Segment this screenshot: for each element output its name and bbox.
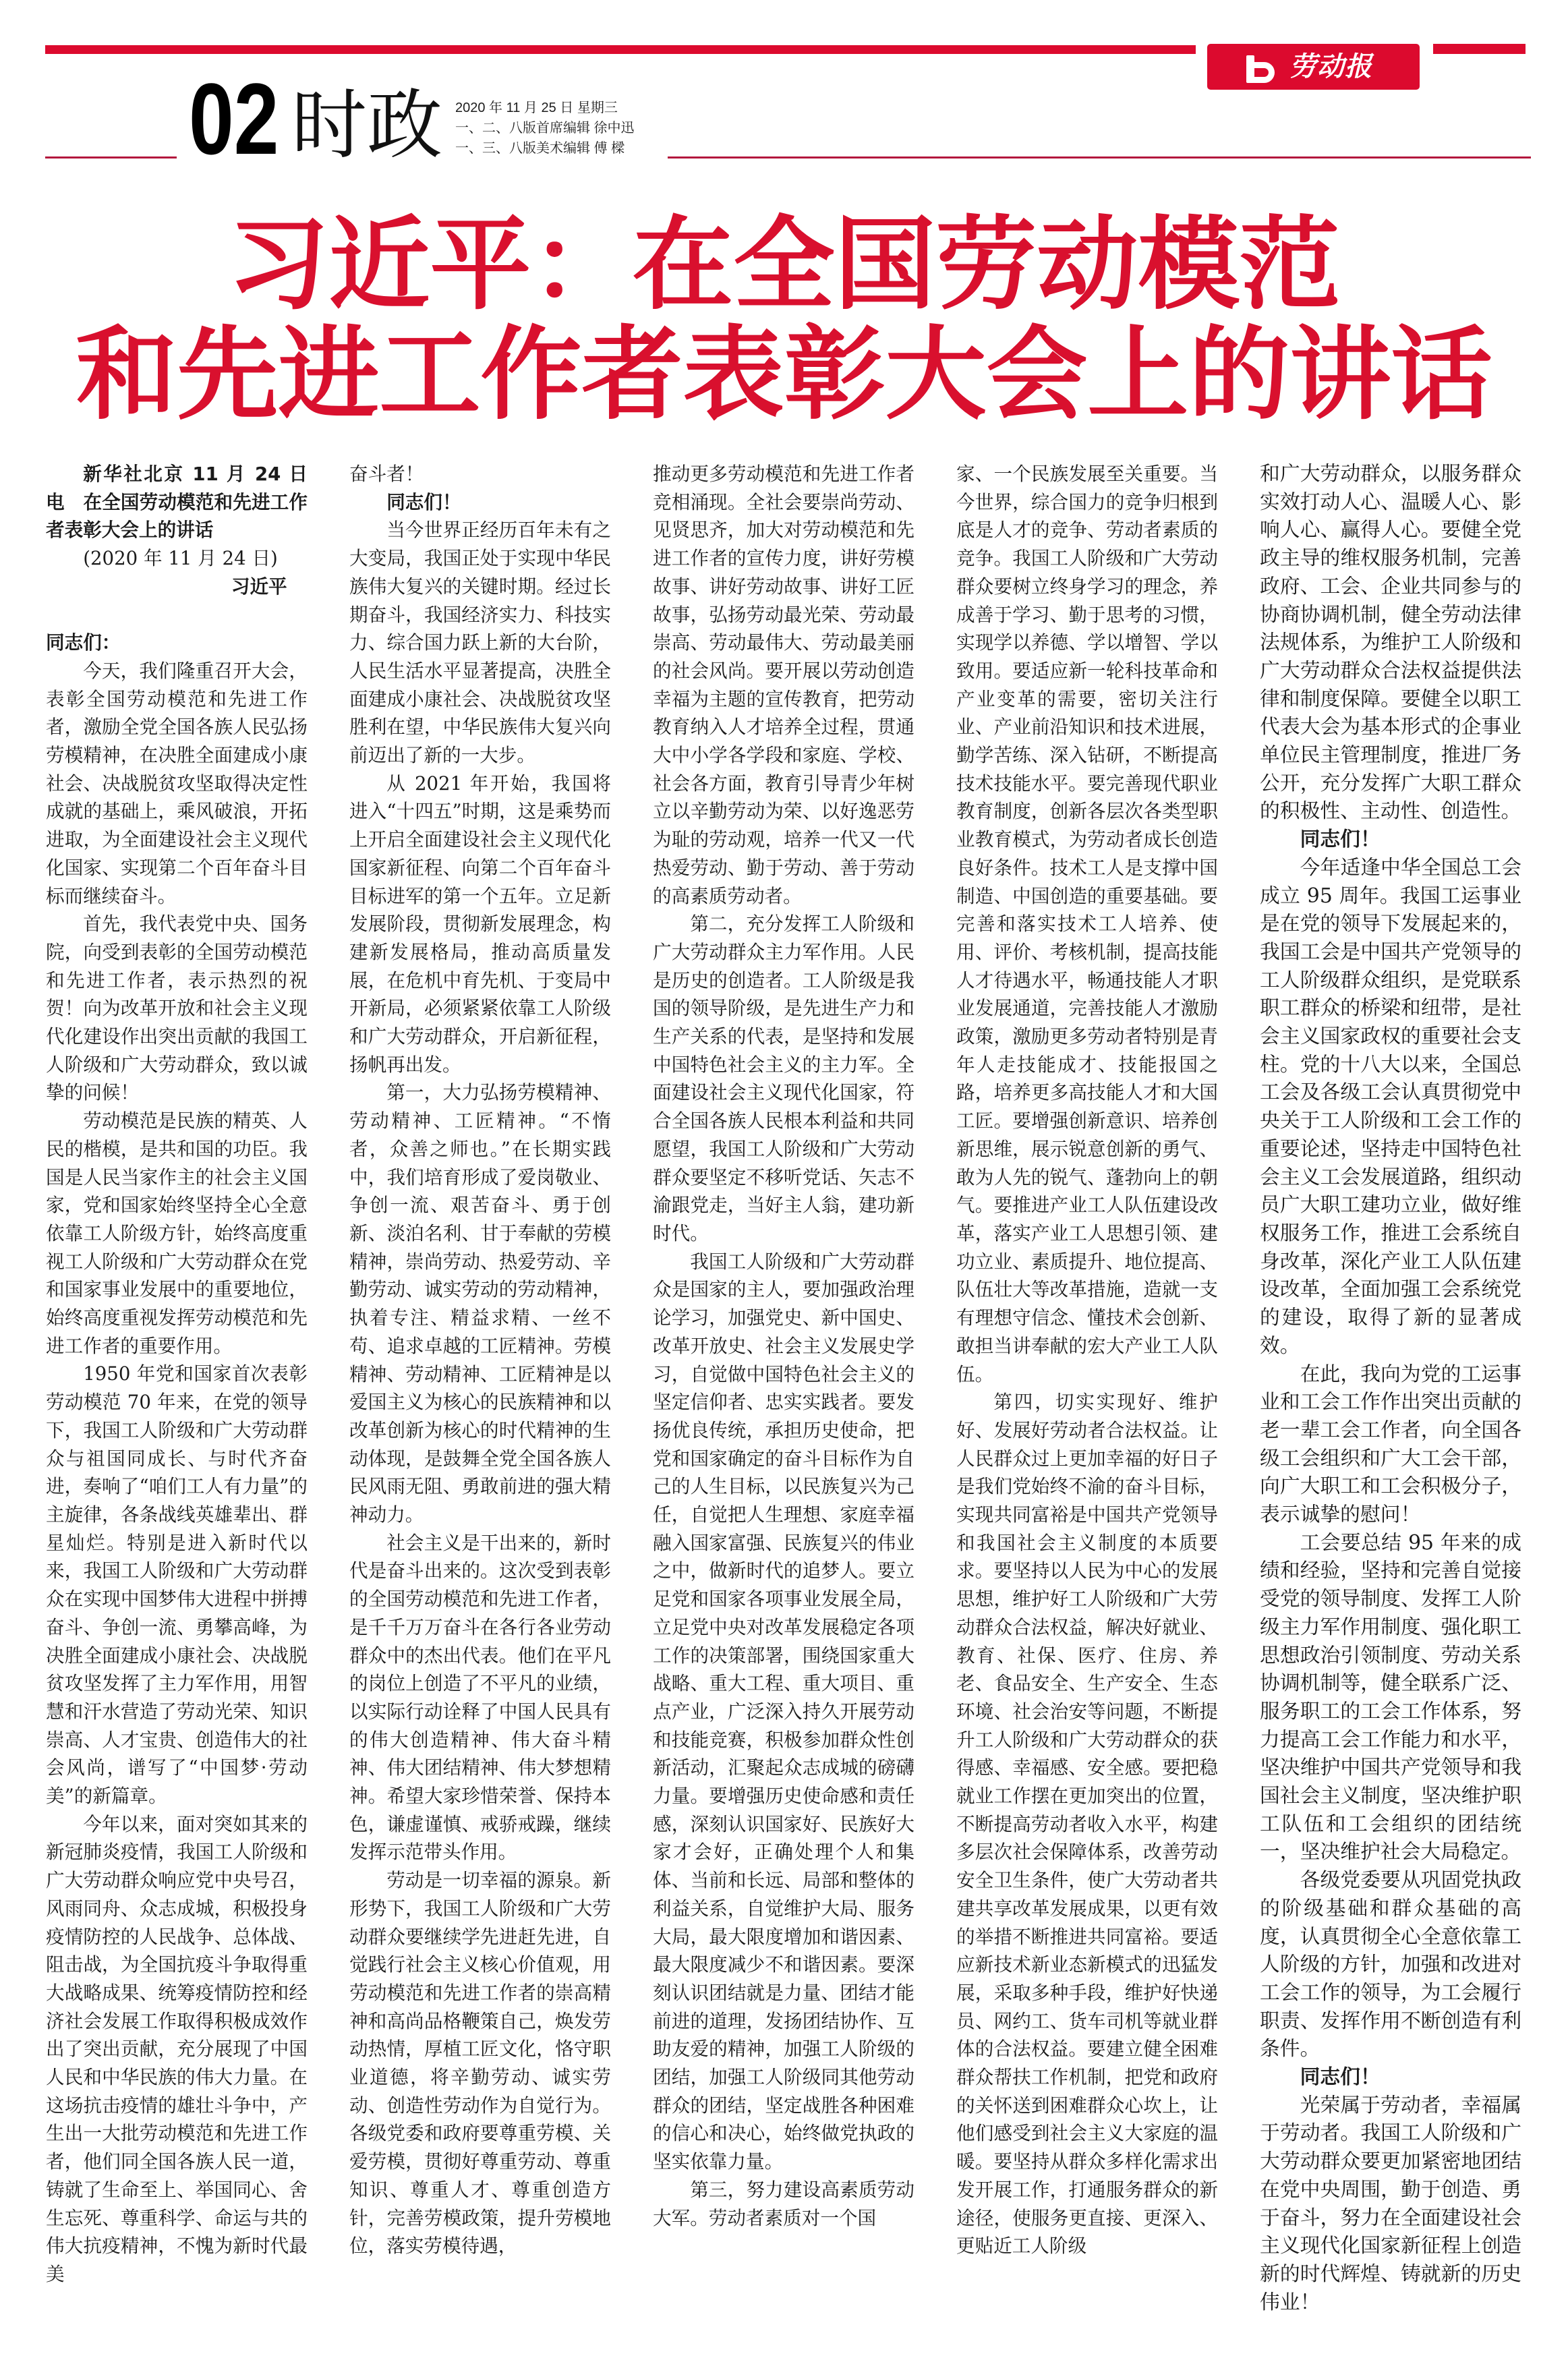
article-paragraph: 劳动模范是民族的精英、人民的楷模，是共和国的功臣。我国是人民当家作主的社会主义国家，党和国家始终坚持全心全意依靠工人阶级方针，始终高度重视工人阶级和广大劳动群众在党和国家事业发展中的重要地位，始终高度重视发挥劳动模范和先进工作者的重要作用。 xyxy=(46,1110,308,1357)
article-paragraph-continued: 和广大劳动群众，以服务群众实效打动人心、温暖人心、影响人心、赢得人心。要健全党政主导的维权服务机制，完善政府、工会、企业共同参与的协商协调机制，健全劳动法律法规体系，为维护工人阶级和广大劳动群众合法权益提供法律和制度保障。要健全以职工代表大会为基本形式的企事业单位民主管理制度，推进厂务公开，充分发挥广大职工群众的积极性、主动性、创造性。 xyxy=(1260,462,1521,824)
logo-text: 劳动报 xyxy=(1289,51,1372,82)
salutation: 同志们： xyxy=(46,631,121,654)
article-paragraph: 第三，努力建设高素质劳动大军。劳动者素质对一个国 xyxy=(653,2178,914,2229)
header-rule-right xyxy=(668,156,1531,159)
article-paragraph: 今天，我们隆重召开大会，表彰全国劳动模范和先进工作者，激励全党全国各族人民弘扬劳模精神，在决胜全面建成小康社会、决战脱贫攻坚取得决定性成就的基础上，乘风破浪，开拓进取，为全面建设社会主义现代化国家、实现第二个百年奋斗目标而继续奋斗。 xyxy=(46,659,308,907)
article-paragraph-continued: 推动更多劳动模范和先进工作者竞相涌现。全社会要崇尚劳动、见贤思齐，加大对劳动模范和先进工作者的宣传力度，讲好劳模故事、讲好劳动故事、讲好工匠故事，弘扬劳动最光荣、劳动最崇高、劳动最伟大、劳动最美丽的社会风尚。要开展以劳动创造幸福为主题的宣传教育，把劳动教育纳入人才培养全过程，贯通大中小学各学段和家庭、学校、社会各方面，教育引导青少年树立以辛勤劳动为荣、以好逸恶劳为耻的劳动观，培养一代又一代热爱劳动、勤于劳动、善于劳动的高素质劳动者。 xyxy=(653,463,914,907)
top-red-bar-left xyxy=(45,45,1196,54)
speech-date: (2020 年 11 月 24 日) xyxy=(83,547,278,570)
article-column-5 xyxy=(1260,460,1521,2316)
issue-date: 2020 年 11 月 25 日 星期三 xyxy=(455,100,618,115)
article-paragraph: 我国工人阶级和广大劳动群众是国家的主人，要加强政治理论学习，加强党史、新中国史、改革开放史、社会主义发展史学习，自觉做中国特色社会主义的坚定信仰者、忠实实践者。要发扬优良传统，承担历史使命，把党和国家确定的奋斗目标作为自己的人生目标，以民族复兴为己任，自觉把人生理想、家庭幸福融入国家富强、民族复兴的伟业之中，做新时代的追梦人。要立足党和国家各项事业发展全局，立足党中央对改革发展稳定各项工作的决策部署，围绕国家重大战略、重大工程、重大项目、重点产业，广泛深入持久开展劳动和技能竞赛，积极参加群众性创新活动，汇聚起众志成城的磅礴力量。要增强历史使命感和责任感，深刻认识国家好、民族好大家才会好，正确处理个人和集体、当前和长远、局部和整体的利益关系，自觉维护大局、服务大局，最大限度增加和谐因素、最大限度减少不和谐因素。要深刻认识团结就是力量、团结才能前进的道理，发扬团结协作、互助友爱的精神，加强工人阶级的团结，加强工人阶级同其他劳动群众的团结，坚定战胜各种困难的信心和决心，始终做党执政的坚实依靠力量。 xyxy=(653,1250,914,2173)
article-paragraph: 工会要总结 95 年来的成绩和经验，坚持和完善自觉接受党的领导制度、发挥工人阶级主力军作用制度、强化职工思想政治引领制度、劳动关系协调机制等，健全联系广泛、服务职工的工会工作体系，努力提高工会工作能力和水平，坚决维护中国共产党领导和我国社会主义制度，坚决维护职工队伍和工会组织的团结统一，坚决维护社会大局稳定。 xyxy=(1260,1530,1521,1864)
article-paragraph: 社会主义是干出来的，新时代是奋斗出来的。这次受到表彰的全国劳动模范和先进工作者，是千千万万奋斗在各行各业劳动群众中的杰出代表。他们在平凡的岗位上创造了不平凡的业绩，以实际行动诠释了中国人民具有的伟大创造精神、伟大奋斗精神、伟大团结精神、伟大梦想精神。希望大家珍惜荣誉、保持本色，谦虚谨慎、戒骄戒躁，继续发挥示范带头作用。 xyxy=(349,1531,611,1864)
section-number: 02 xyxy=(189,62,279,175)
top-red-bar-right xyxy=(1433,44,1526,54)
article-paragraph: 劳动是一切幸福的源泉。新形势下，我国工人阶级和广大劳动群众要继续学先进赶先进，自觉践行社会主义核心价值观，用劳动模范和先进工作者的崇高精神和高尚品格鞭策自己，焕发劳动热情，厚植工匠文化，恪守职业道德，将辛勤劳动、诚实劳动、创造性劳动作为自觉行为。各级党委和政府要尊重劳模、关爱劳模，贯彻好尊重劳动、尊重知识、尊重人才、尊重创造方针，完善劳模政策，提升劳模地位，落实劳模待遇， xyxy=(349,1869,611,2258)
blank-line xyxy=(46,601,308,629)
article-paragraph: 1950 年党和国家首次表彰劳动模范 70 年来，在党的领导下，我国工人阶级和广大劳动群众与祖国同成长、与时代齐奋进，奏响了“咱们工人有力量”的主旋律，各条战线英雄辈出、群星灿烂。特别是进入新时代以来，我国工人阶级和广大劳动群众在实现中国梦伟大进程中拼搏奋斗、争创一流、勇攀高峰，为决胜全面建成小康社会、决战脱贫攻坚发挥了主力军作用，用智慧和汗水营造了劳动光荣、知识崇高、人才宝贵、创造伟大的社会风尚，谱写了“中国梦·劳动美”的新篇章。 xyxy=(46,1362,308,1808)
article-paragraph: 各级党委要从巩固党执政的阶级基础和群众基础的高度，认真贯彻全心全意依靠工人阶级的方针，加强和改进对工会工作的领导，为工会履行职责、发挥作用不断创造有利条件。 xyxy=(1260,1868,1521,2061)
art-editor-credit: 一、三、八版美术编辑 傅 樑 xyxy=(455,141,625,156)
laodongbao-b-icon xyxy=(1246,55,1275,83)
headline-line-1: 习近平：在全国劳动模范 xyxy=(227,205,1341,324)
dateline: 新华社北京 11 月 24 日电 在全国劳动模范和先进工作者表彰大会上的讲话 xyxy=(46,463,308,542)
article-paragraph: 首先，我代表党中央、国务院，向受到表彰的全国劳动模范和先进工作者，表示热烈的祝贺！向为改革开放和社会主义现代化建设作出突出贡献的我国工人阶级和广大劳动群众，致以诚挚的问候！ xyxy=(46,913,308,1104)
article-paragraph: 从 2021 年开始，我国将进入“十四五”时期，这是乘势而上开启全面建设社会主义现代化国家新征程、向第二个百年奋斗目标进军的第一个五年。立足新发展阶段，贯彻新发展理念，构建新发展格局，推动高质量发展，在危机中育先机、于变局中开新局，必须紧紧依靠工人阶级和广大劳动群众，开启新征程，扬帆再出发。 xyxy=(349,772,611,1076)
issue-info xyxy=(455,98,635,159)
section-name: 时政 xyxy=(291,82,442,169)
article-column-1 xyxy=(46,460,308,2289)
article-paragraph: 第一，大力弘扬劳模精神、劳动精神、工匠精神。“不惰者，众善之师也。”在长期实践中，我们培育形成了爱岗敬业、争创一流、艰苦奋斗、勇于创新、淡泊名利、甘于奉献的劳模精神，崇尚劳动、热爱劳动、辛勤劳动、诚实劳动的劳动精神，执着专注、精益求精、一丝不苟、追求卓越的工匠精神。劳模精神、劳动精神、工匠精神是以爱国主义为核心的民族精神和以改革创新为核心的时代精神的生动体现，是鼓舞全党全国各族人民风雨无阻、勇敢前进的强大精神动力。 xyxy=(349,1081,611,1526)
article-paragraph: 第二，充分发挥工人阶级和广大劳动群众主力军作用。人民是历史的创造者。工人阶级是我国的领导阶级，是先进生产力和生产关系的代表，是坚持和发展中国特色社会主义的主力军。全面建设社会主义现代化国家，符合全国各族人民根本利益和共同愿望，我国工人阶级和广大劳动群众要坚定不移听党话、矢志不渝跟党走，当好主人翁，建功新时代。 xyxy=(653,913,914,1244)
header-rule-left xyxy=(45,156,177,159)
headline-line-2: 和先进工作者表彰大会上的讲话 xyxy=(76,315,1492,434)
article-paragraph: 光荣属于劳动者，幸福属于劳动者。我国工人阶级和广大劳动群众要更加紧密地团结在党中央周围，勤于创造、勇于奋斗，努力在全面建设社会主义现代化国家新征程上创造新的时代辉煌、铸就新的历史伟业！ xyxy=(1260,2093,1521,2314)
author-name: 习近平 xyxy=(231,575,287,598)
article-column-3 xyxy=(653,460,914,2232)
article-column-2 xyxy=(349,460,611,2260)
article-column-4 xyxy=(956,460,1218,2260)
article-paragraph: 第四，切实实现好、维护好、发展好劳动者合法权益。让人民群众过上更加幸福的好日子是我们党始终不渝的奋斗目标，实现共同富裕是中国共产党领导和我国社会主义制度的本质要求。要坚持以人民为中心的发展思想，维护好工人阶级和广大劳动群众合法权益，解决好就业、教育、社保、医疗、住房、养老、食品安全、生产安全、生态环境、社会治安等问题，不断提升工人阶级和广大劳动群众的获得感、幸福感、安全感。要把稳就业工作摆在更加突出的位置，不断提高劳动者收入水平，构建多层次社会保障体系，改善劳动安全卫生条件，使广大劳动者共建共享改革发展成果，以更有效的举措不断推进共同富裕。要适应新技术新业态新模式的迅猛发展，采取多种手段，维护好快递员、网约工、货车司机等就业群体的合法权益。要建立健全困难群众帮扶工作机制，把党和政府的关怀送到困难群众心坎上，让他们感受到社会主义大家庭的温暖。要坚持从群众多样化需求出发开展工作，打通服务群众的新途径，使服务更直接、更深入、更贴近工人阶级 xyxy=(956,1391,1218,2258)
chief-editor-credit: 一、二、八版首席编辑 徐中迅 xyxy=(455,121,635,136)
article-paragraph: 今年以来，面对突如其来的新冠肺炎疫情，我国工人阶级和广大劳动群众响应党中央号召，风雨同舟、众志成城，积极投身疫情防控的人民战争、总体战、阻击战，为全国抗疫斗争取得重大战略成果、统筹疫情防控和经济社会发展工作取得积极成效作出了突出贡献，充分展现了中国人民和中华民族的伟大力量。在这场抗击疫情的雄壮斗争中，产生出一大批劳动模范和先进工作者，他们同全国各族人民一道，铸就了生命至上、举国同心、舍生忘死、尊重科学、命运与共的伟大抗疫精神，不愧为新时代最美 xyxy=(46,1812,308,2285)
article-paragraph: 在此，我向为党的工运事业和工会工作作出突出贡献的老一辈工会工作者，向全国各级工会组织和广大工会干部，向广大职工和工会积极分子，表示诚挚的慰问！ xyxy=(1260,1362,1521,1527)
article-paragraph: 今年适逢中华全国总工会成立 95 周年。我国工运事业是在党的领导下发展起来的，我国工会是中国共产党领导的工人阶级群众组织，是党联系职工群众的桥梁和纽带，是社会主义国家政权的重要社会支柱。党的十八大以来，全国总工会及各级工会认真贯彻党中央关于工人阶级和工会工作的重要论述，坚持走中国特色社会主义工会发展道路，组织动员广大职工建功立业，做好维权服务工作，推进工会系统自身改革，深化产业工人队伍建设改革，全面加强工会系统党的建设，取得了新的显著成效。 xyxy=(1260,855,1521,1358)
article-paragraph-continued: 家、一个民族发展至关重要。当今世界，综合国力的竞争归根到底是人才的竞争、劳动者素质的竞争。我国工人阶级和广大劳动群众要树立终身学习的理念，养成善于学习、勤于思考的习惯，实现学以养德、学以增智、学以致用。要适应新一轮科技革命和产业变革的需要，密切关注行业、产业前沿知识和技术进展，勤学苦练、深入钻研，不断提高技术技能水平。要完善现代职业教育制度，创新各层次各类型职业教育模式，为劳动者成长创造良好条件。技术工人是支撑中国制造、中国创造的重要基础。要完善和落实技术工人培养、使用、评价、考核机制，提高技能人才待遇水平，畅通技能人才职业发展通道，完善技能人才激励政策，激励更多劳动者特别是青年人走技能成才、技能报国之路，培养更多高技能人才和大国工匠。要增强创新意识、培养创新思维，展示锐意创新的勇气、敢为人先的锐气、蓬勃向上的朝气。要推进产业工人队伍建设改革，落实产业工人思想引领、建功立业、素质提升、地位提高、队伍壮大等改革措施，造就一支有理想守信念、懂技术会创新、敢担当讲奉献的宏大产业工人队伍。 xyxy=(956,463,1218,1385)
salutation: 同志们！ xyxy=(1300,2065,1381,2090)
salutation: 同志们！ xyxy=(386,490,461,513)
article-paragraph: 当今世界正经历百年未有之大变局，我国正处于实现中华民族伟大复兴的关键时期。经过长期奋斗，我国经济实力、科技实力、综合国力跃上新的大台阶，人民生活水平显著提高，决胜全面建成小康社会、决战脱贫攻坚胜利在望，中华民族伟大复兴向前迈出了新的一大步。 xyxy=(349,519,611,767)
article-paragraph-continued: 奋斗者！ xyxy=(349,463,424,485)
newspaper-logo xyxy=(1207,44,1420,90)
headline xyxy=(0,205,1568,434)
salutation: 同志们！ xyxy=(1300,828,1381,852)
